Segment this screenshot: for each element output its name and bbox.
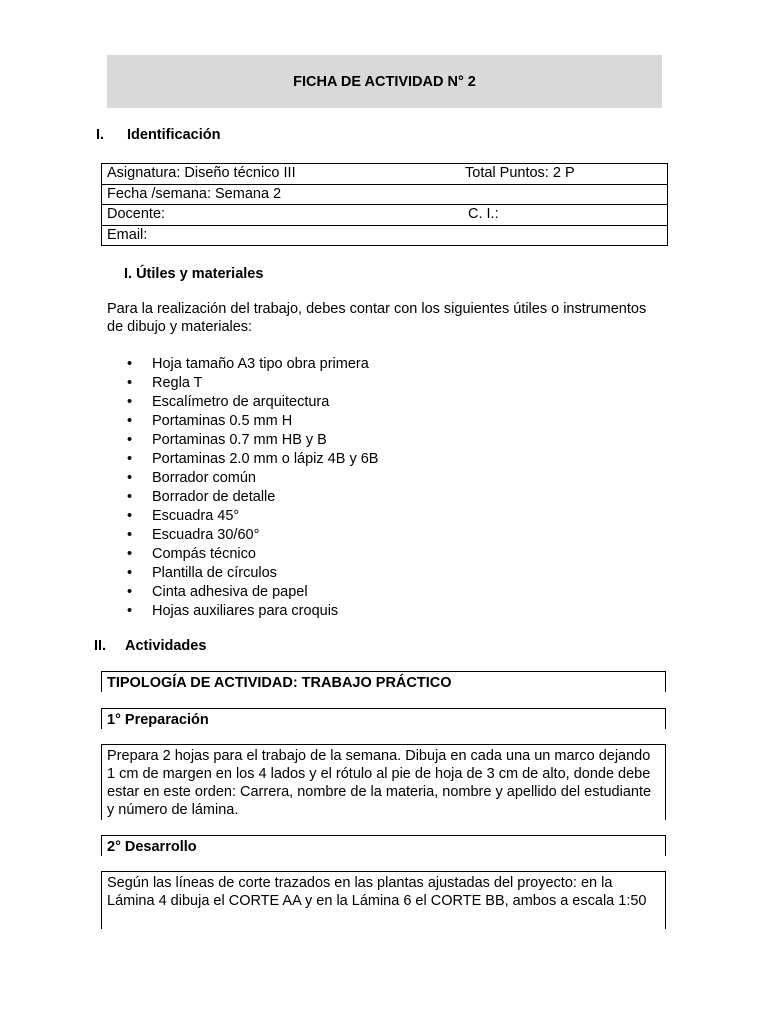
list-item: • Escuadra 30/60° [127,527,260,543]
docente-label: Docente: [107,206,166,223]
document-title: FICHA DE ACTIVIDAD N° 2 [293,73,476,90]
materials-heading: I. Útiles y materiales [124,266,264,282]
preparacion-text: Prepara 2 hojas para el trabajo de la semana. Dibuja en cada una un marco dejando 1 cm de margen en los 4 lados y el rótulo al pie de hoja de 3 cm de alto, donde debe estar en este orden: Carrera, nombre de la materia, nombre y apellido del estudiante y número de lámina. [107,748,652,818]
desarrollo-text-box [101,871,666,929]
total-puntos-label: Total Puntos: 2 P [465,165,575,182]
bullet-icon: • [127,394,133,410]
desarrollo-heading-box [101,835,666,856]
list-item: • Borrador común [127,470,256,486]
bullet-icon: • [127,489,133,505]
section-title: Identificación [127,127,221,143]
preparacion-title: 1° Preparación [107,712,209,728]
asignatura-label: Asignatura: Diseño técnico III [107,165,296,182]
list-item: • Escuadra 45° [127,508,240,524]
bullet-icon: • [127,432,133,448]
list-item: • Portaminas 0.5 mm H [127,413,293,429]
table-row [102,184,668,205]
bullet-icon: • [127,470,133,486]
list-item: • Cinta adhesiva de papel [127,584,308,600]
bullet-icon: • [127,451,133,467]
desarrollo-title: 2° Desarrollo [107,839,197,855]
list-item: • Borrador de detalle [127,489,276,505]
list-item: • Escalímetro de arquitectura [127,394,330,410]
list-item: • Hojas auxiliares para croquis [127,603,339,619]
fecha-label: Fecha /semana: Semana 2 [107,185,282,202]
bullet-icon: • [127,375,133,391]
desarrollo-text: Según las líneas de corte trazados en las plantas ajustadas del proyecto: en la Lámina 4 dibuja el CORTE AA y en la Lámina 6 el CORTE BB, ambos a escala 1:50 [107,875,647,909]
ci-label: C. I.: [468,206,499,223]
identification-table [101,163,668,246]
tipologia-label: TIPOLOGÍA DE ACTIVIDAD: TRABAJO PRÁCTICO [107,675,452,691]
table-row [102,205,668,226]
section-number: I. [96,127,105,143]
section-title: Actividades [125,638,207,654]
email-label: Email: [107,226,148,243]
section-actividades-heading [94,638,206,654]
bullet-icon: • [127,546,133,562]
section-number: II. [94,638,107,654]
document-title-bar [107,55,662,108]
bullet-icon: • [127,565,133,581]
list-item: • Portaminas 2.0 mm o lápiz 4B y 6B [127,451,379,467]
table-row [102,225,668,246]
preparacion-text-box [101,744,666,820]
bullet-icon: • [127,527,133,543]
list-item: • Hoja tamaño A3 tipo obra primera [127,356,369,372]
bullet-icon: • [127,603,133,619]
list-item: • Regla T [127,375,203,391]
bullet-icon: • [127,413,133,429]
bullet-icon: • [127,584,133,600]
materials-list [127,355,378,621]
bullet-icon: • [127,508,133,524]
list-item: • Portaminas 0.7 mm HB y B [127,432,327,448]
table-row [102,164,668,185]
bullet-icon: • [127,356,133,372]
tipologia-box [101,671,666,692]
list-item: • Compás técnico [127,546,256,562]
preparacion-heading-box [101,708,666,729]
section-identificacion-heading [96,127,220,143]
materials-intro: Para la realización del trabajo, debes contar con los siguientes útiles o instrumentos de dibujo y materiales: [107,301,647,335]
list-item: • Plantilla de círculos [127,565,277,581]
